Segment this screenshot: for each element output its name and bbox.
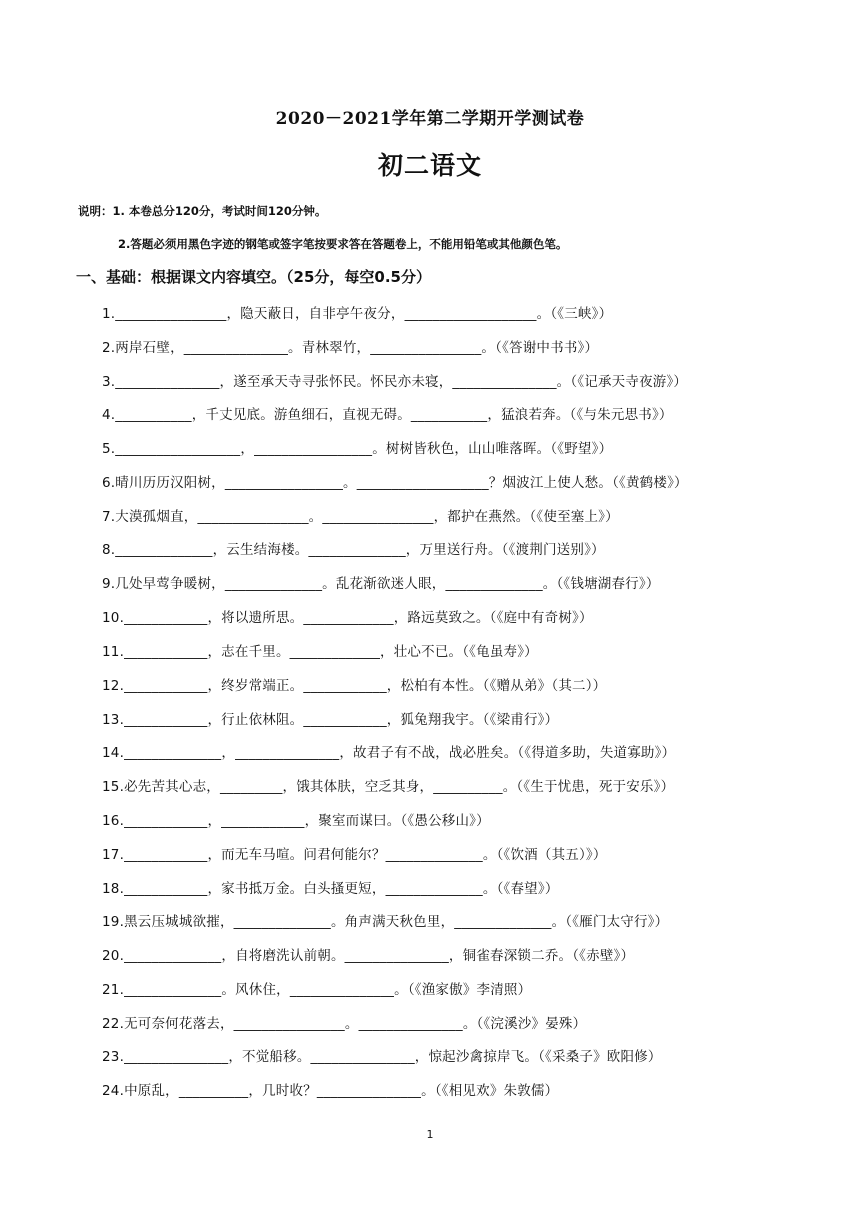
question-item: 16.____________，____________，聚室而谋曰。（《愚公移山》） [102, 813, 490, 829]
question-item: 9.几处早莺争暖树，______________。乱花渐欲迷人眼，______________。（《钱塘湖春行》） [102, 576, 660, 592]
question-item: 11.____________，志在千里。_____________，壮心不已。（《龟虽寿》） [102, 644, 538, 660]
question-item: 12.____________，终岁常端正。____________，松柏有本性。（《赠从弟》（其二）） [102, 678, 607, 694]
question-item: 15.必先苦其心志，_________，饿其体肤，空乏其身，__________。（《生于忧患，死于安乐》） [102, 779, 675, 795]
question-item: 1.________________，隐天蔽日，自非亭午夜分，___________________。（《三峡》） [102, 306, 613, 322]
question-item: 8.______________，云生结海楼。______________，万里送行舟。（《渡荆门送别》） [102, 542, 605, 558]
question-item: 20.______________，自将磨洗认前朝。_______________，铜雀春深锁二乔。（《赤壁》） [102, 948, 635, 964]
instruction-note-1: 说明：1. 本卷总分120分，考试时间120分钟。 [78, 204, 327, 218]
question-item: 14.______________，_______________，故君子有不战，战必胜矣。（《得道多助，失道寡助》） [102, 745, 676, 761]
question-item: 2.两岸石壁，_______________。青林翠竹，________________。（《答谢中书书》） [102, 340, 599, 356]
question-item: 23._______________，不觉船移。_______________，惊起沙禽掠岸飞。（《采桑子》欧阳修） [102, 1049, 662, 1065]
subject-title: 初二语文 [377, 151, 482, 180]
section-heading: 一、基础：根据课文内容填空。（25分，每空0.5分） [76, 268, 431, 286]
question-item: 5.__________________，_________________。树树皆秋色，山山唯落晖。（《野望》） [102, 441, 613, 457]
question-item: 10.____________，将以遗所思。_____________，路远莫致之。（《庭中有奇树》） [102, 610, 593, 626]
question-item: 19.黑云压城城欲摧，______________。角声满天秋色里，______________。（《雁门太守行》） [102, 914, 669, 930]
question-item: 7.大漠孤烟直，________________。________________，都护在燕然。（《使至塞上》） [102, 509, 619, 525]
page-number: 1 [426, 1128, 434, 1141]
question-item: 17.____________，而无车马喧。问君何能尔？______________。（《饮酒（其五）》） [102, 847, 607, 863]
question-item: 22.无可奈何花落去，________________。_______________。（《浣溪沙》晏殊） [102, 1016, 587, 1032]
question-item: 13.____________，行止依林阻。____________，狐兔翔我宇。（《梁甫行》） [102, 712, 559, 728]
question-item: 24.中原乱，__________，几时收？_______________。（《相见欢》朱敦儒） [102, 1083, 559, 1099]
question-item: 3._______________，遂至承天寺寻张怀民。怀民亦未寝，_______________。（《记承天寺夜游》） [102, 374, 688, 390]
question-item: 18.____________，家书抵万金。白头搔更短，______________。（《春望》） [102, 881, 559, 897]
question-item: 21.______________。风休住，_______________。（《渔家傲》李清照） [102, 982, 532, 998]
exam-title: 2020－2021学年第二学期开学测试卷 [275, 109, 585, 129]
question-item: 6.晴川历历汉阳树，_________________。___________________？烟波江上使人愁。（《黄鹤楼》） [102, 475, 688, 491]
question-item: 4.___________，千丈见底。游鱼细石，直视无碍。___________，猛浪若奔。（《与朱元思书》） [102, 407, 673, 423]
instruction-note-2: 2.答题必须用黑色字迹的钢笔或签字笔按要求答在答题卷上，不能用铅笔或其他颜色笔。 [118, 237, 568, 251]
